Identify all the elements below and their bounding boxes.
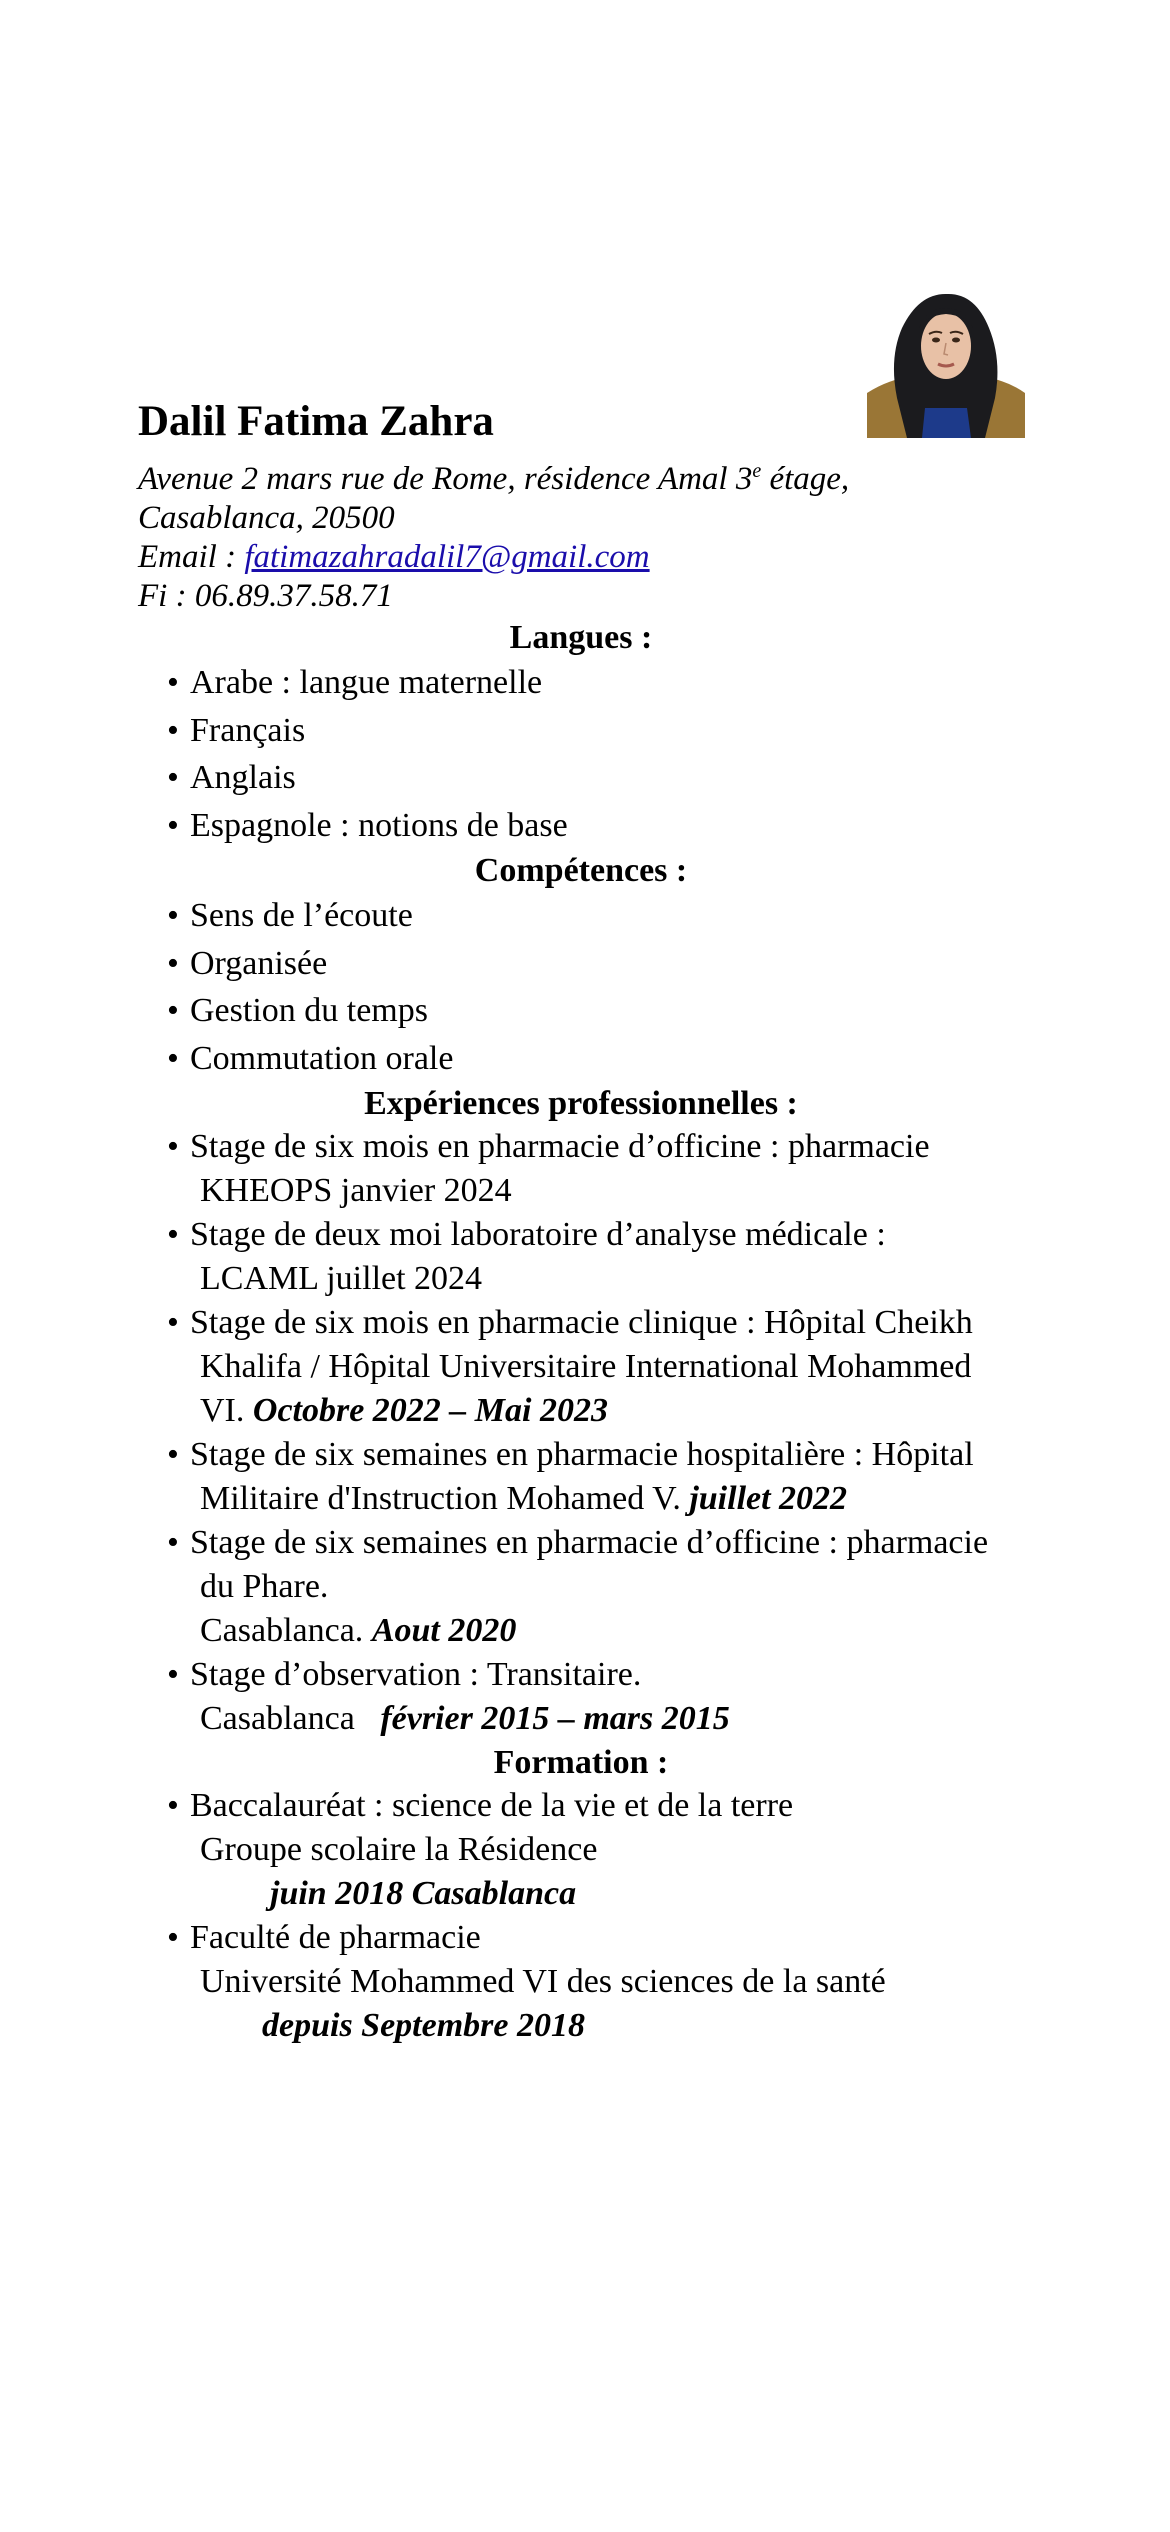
bullet-icon: • <box>167 1304 179 1341</box>
experience-detail-date-line <box>190 1477 1038 1521</box>
bullet-icon: • <box>167 1436 179 1473</box>
experience-detail: Casablanca <box>200 1700 381 1737</box>
list-item <box>138 802 1038 850</box>
formation-school: Groupe scolaire la Résidence <box>200 1831 598 1868</box>
experience-date: Aout 2020 <box>371 1612 517 1649</box>
address-text: Avenue 2 mars rue de Rome, résidence Amal 3 <box>138 461 753 497</box>
list-item-text: Organisée <box>190 944 328 982</box>
list-item <box>138 754 1038 802</box>
list-item-text: Espagnole : notions de base <box>190 806 568 844</box>
list-item <box>138 1035 1038 1083</box>
experience-detail-date-line <box>190 1609 1038 1653</box>
formation-item <box>138 1784 1038 1916</box>
list-item-text: Arabe : langue maternelle <box>190 664 543 701</box>
list-item <box>138 940 1038 988</box>
competences-list <box>138 892 1038 1082</box>
bullet-icon: • <box>167 944 179 982</box>
experience-title: Stage de six mois en pharmacie clinique : Hôpital Cheikh <box>190 1304 973 1341</box>
experience-detail: Militaire d'Instruction Mohamed V. <box>200 1480 690 1517</box>
list-item-text: Gestion du temps <box>190 992 428 1029</box>
formation-title: Faculté de pharmacie <box>190 1919 481 1956</box>
section-title-competences: Compétences : <box>474 852 688 889</box>
bullet-icon: • <box>167 1039 179 1077</box>
candidate-name: Dalil Fatima Zahra <box>138 398 494 445</box>
experience-item <box>138 1433 1038 1521</box>
bullet-icon: • <box>167 664 179 701</box>
experience-detail: Casablanca. <box>200 1612 372 1649</box>
experience-title: Stage de six semaines en pharmacie d’officine : pharmacie <box>190 1524 989 1561</box>
experience-title: Stage d’observation : Transitaire. <box>190 1656 642 1693</box>
list-item <box>138 707 1038 755</box>
langues-list <box>138 659 1038 849</box>
list-item-text: Anglais <box>190 759 296 796</box>
bullet-icon: • <box>167 759 179 796</box>
experience-detail-date-line <box>190 1697 1038 1741</box>
email-label: Email : <box>138 539 245 575</box>
experience-item <box>138 1125 1038 1213</box>
list-item <box>138 987 1038 1035</box>
formation-date: depuis Septembre 2018 <box>262 2007 585 2044</box>
bullet-icon: • <box>167 806 179 844</box>
bullet-icon: • <box>167 1919 179 1956</box>
floor-superscript: e <box>752 460 762 482</box>
list-item <box>138 659 1038 707</box>
experience-detail: LCAML juillet 2024 <box>200 1260 483 1297</box>
address-line-1 <box>138 452 1038 499</box>
email-line <box>138 538 1038 577</box>
address-line-2: Casablanca, 20500 <box>138 500 395 536</box>
experience-item <box>138 1213 1038 1301</box>
formation-title: Baccalauréat : science de la vie et de la terre <box>190 1787 794 1824</box>
section-title-experiences: Expériences professionnelles : <box>364 1085 798 1122</box>
formation-date: juin 2018 Casablanca <box>270 1875 577 1912</box>
bullet-icon: • <box>167 1656 179 1693</box>
experience-title: Stage de deux moi laboratoire d’analyse médicale : <box>190 1216 886 1253</box>
experience-detail: KHEOPS janvier 2024 <box>200 1172 512 1209</box>
bullet-icon: • <box>167 992 179 1029</box>
section-title-formation: Formation : <box>493 1744 669 1781</box>
experience-date: juillet 2022 <box>689 1480 848 1517</box>
bullet-icon: • <box>167 1216 179 1253</box>
bullet-icon: • <box>167 1787 179 1824</box>
section-title-langues: Langues : <box>509 619 653 656</box>
list-item-text: Français <box>190 711 306 749</box>
list-item-text: Commutation orale <box>190 1039 454 1077</box>
experience-detail: Khalifa / Hôpital Universitaire International Mohammed <box>200 1348 972 1385</box>
experience-date: Octobre 2022 – Mai 2023 <box>252 1392 608 1429</box>
experience-item <box>138 1653 1038 1741</box>
bullet-icon: • <box>167 1524 179 1561</box>
bullet-icon: • <box>167 1128 179 1165</box>
formation-school: Université Mohammed VI des sciences de la santé <box>200 1963 886 2000</box>
phone-line: Fi : 06.89.37.58.71 <box>138 578 393 614</box>
list-item-text: Sens de l’écoute <box>190 897 413 934</box>
experience-detail: VI. <box>200 1392 253 1429</box>
list-item <box>138 892 1038 940</box>
formation-list <box>138 1784 1038 2048</box>
cv-content <box>138 392 1038 2048</box>
experience-title: Stage de six semaines en pharmacie hospitalière : Hôpital <box>190 1436 974 1473</box>
experience-item <box>138 1301 1038 1433</box>
experience-title: Stage de six mois en pharmacie d’officine : pharmacie <box>190 1128 930 1165</box>
formation-item <box>138 1916 1038 2048</box>
experience-item <box>138 1521 1038 1653</box>
email-link[interactable]: fatimazahradalil7@gmail.com <box>244 539 650 575</box>
experience-date: février 2015 – mars 2015 <box>380 1700 730 1737</box>
bullet-icon: • <box>167 711 179 749</box>
experience-detail: du Phare. <box>200 1568 329 1605</box>
bullet-icon: • <box>167 897 179 934</box>
experience-detail-date-line <box>190 1389 1038 1433</box>
experiences-list <box>138 1125 1038 1741</box>
address-text-end: étage, <box>761 461 850 497</box>
